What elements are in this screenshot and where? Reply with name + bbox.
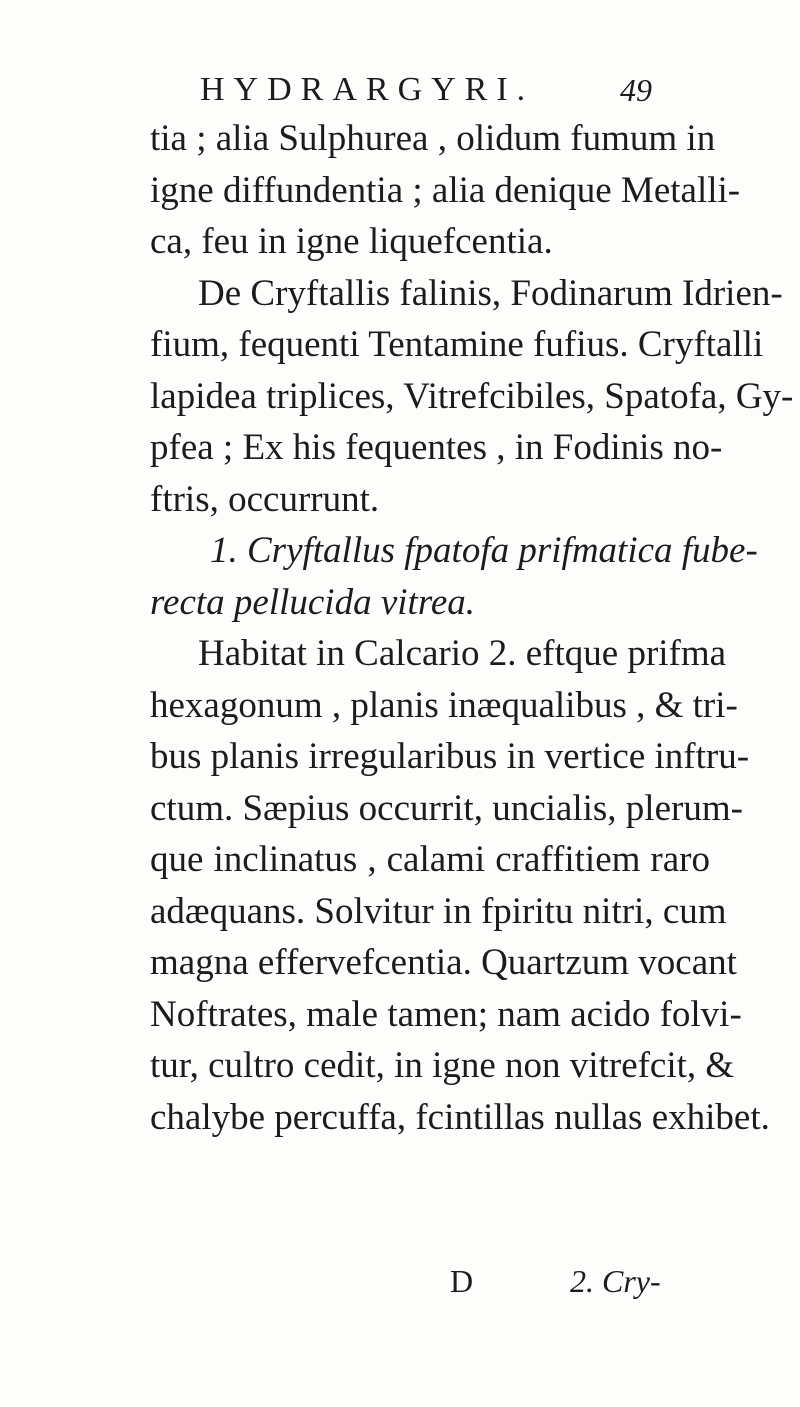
text-line: De Cryftallis falinis, Fodinarum Idrien-	[198, 272, 783, 314]
text-line: pfea ; Ex his fequentes , in Fodinis no-	[150, 427, 723, 468]
catchword: 2. Cry-	[570, 1263, 661, 1299]
text-line: igne diffundentia ; alia denique Metalli-	[150, 169, 741, 211]
running-title: HYDRARGYRI.	[200, 71, 535, 108]
text-line: adæquans. Solvitur in fpiritu nitri, cum	[150, 890, 727, 932]
text-line: magna effervefcentia. Quartzum vocant	[150, 942, 737, 983]
signature-mark: D	[450, 1263, 474, 1299]
text-line: bus planis irregularibus in vertice inftru-	[150, 736, 750, 777]
text-line-heading: recta pellucida vitrea.	[150, 581, 476, 623]
page-header	[200, 70, 680, 110]
text-line: que inclinatus , calami craffitiem raro	[150, 839, 710, 880]
text-line: Noftrates, male tamen; nam acido folvi-	[150, 993, 742, 1035]
text-line: tia ; alia Sulphurea , olidum fumum in	[150, 118, 716, 159]
text-line: Habitat in Calcario 2. eftque prifma	[198, 633, 727, 674]
text-line: hexagonum , planis inæqualibus , & tri-	[150, 684, 738, 726]
text-line-heading: 1. Cryftallus fpatofa prifmatica fube-	[210, 530, 758, 571]
text-line: ftris, occurrunt.	[150, 478, 380, 520]
text-line: chalybe percuffa, fcintillas nullas exhibet.	[150, 1096, 770, 1138]
page-number: 49	[620, 72, 652, 108]
text-line: tur, cultro cedit, in igne non vitrefcit, &	[150, 1045, 735, 1086]
text-line: ca, feu in igne liquefcentia.	[150, 221, 553, 262]
body-text	[150, 113, 794, 1143]
page-footer	[450, 1256, 710, 1306]
text-line: lapidea triplices, Vitrefcibiles, Spatofa, Gy-	[150, 375, 794, 417]
text-line: fium, fequenti Tentamine fufius. Cryftalli	[150, 324, 764, 365]
text-line: ctum. Sæpius occurrit, uncialis, plerum-	[150, 787, 743, 829]
